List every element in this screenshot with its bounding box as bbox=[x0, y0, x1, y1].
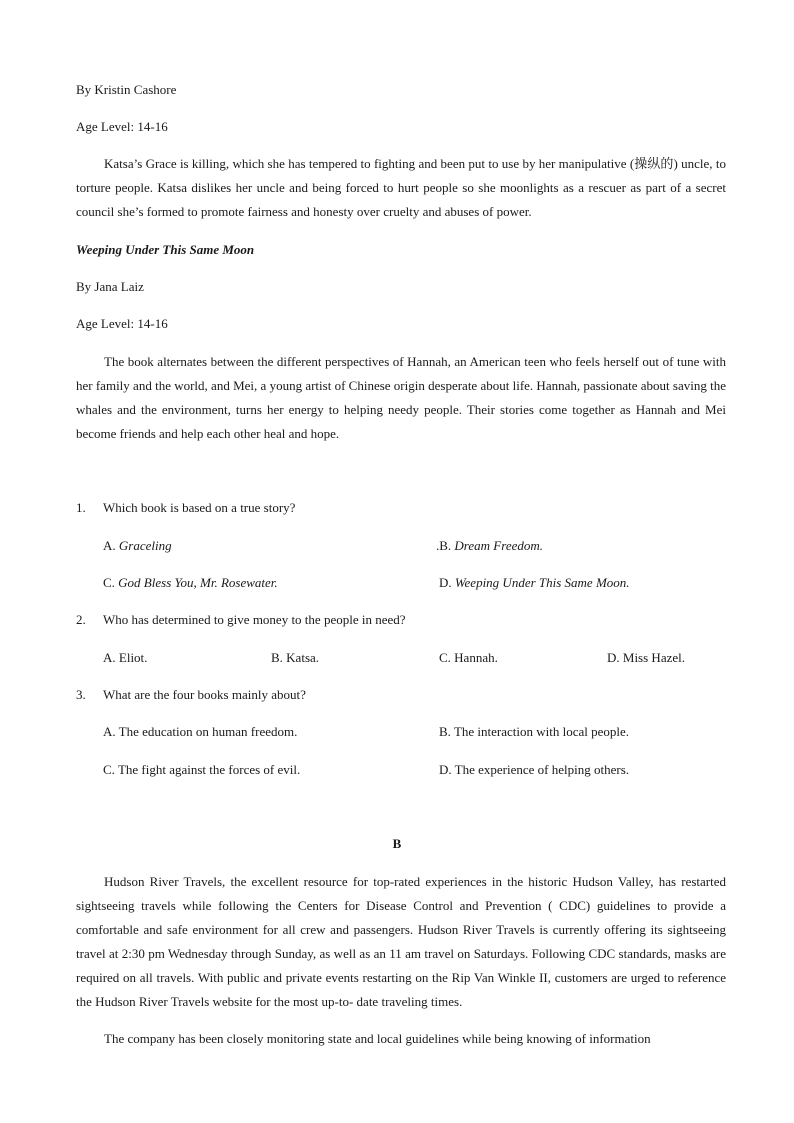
q2-option-b[interactable] bbox=[271, 650, 319, 666]
option-letter: .B. bbox=[436, 538, 455, 553]
q1-option-d[interactable] bbox=[439, 575, 630, 591]
option-letter: C. bbox=[439, 650, 455, 665]
q2-option-d[interactable] bbox=[607, 650, 685, 666]
question-text: Which book is based on a true story? bbox=[103, 500, 296, 515]
option-text: The interaction with local people. bbox=[453, 724, 630, 739]
option-letter: D. bbox=[607, 650, 623, 665]
q1-option-b[interactable] bbox=[436, 538, 543, 554]
question-1 bbox=[76, 500, 295, 516]
q3-option-d[interactable] bbox=[439, 762, 629, 778]
question-number: 3. bbox=[76, 687, 86, 702]
section-b-paragraph-2: The company has been closely monitoring state and local guidelines while being knowing of information bbox=[104, 1031, 651, 1046]
book1-author: By Kristin Cashore bbox=[76, 82, 177, 97]
option-letter: A. bbox=[103, 724, 119, 739]
q1-option-c[interactable] bbox=[103, 575, 278, 591]
book2-description: The book alternates between the different perspectives of Hannah, an American teen who feels herself out of tune with her family and the world, and Mei, a young artist of Chinese origin desperate about life. Hannah, passionate about saving the whales and the environment, turns her energy to helping needy people. Their stories come together as Hannah and Mei become friends and help each other heal and hope. bbox=[76, 354, 726, 441]
q3-option-a[interactable] bbox=[103, 724, 297, 740]
option-text: The education on human freedom. bbox=[118, 724, 298, 739]
section-b-heading: B bbox=[392, 836, 402, 851]
option-letter: B. bbox=[439, 724, 454, 739]
q2-option-c[interactable] bbox=[439, 650, 498, 666]
option-text: Graceling bbox=[118, 538, 172, 553]
option-text: The experience of helping others. bbox=[454, 762, 630, 777]
option-text: Eliot. bbox=[118, 650, 148, 665]
question-number: 1. bbox=[76, 500, 86, 515]
option-text: Weeping Under This Same Moon. bbox=[454, 575, 630, 590]
question-text: Who has determined to give money to the people in need? bbox=[103, 612, 406, 627]
book2-author: By Jana Laiz bbox=[76, 279, 144, 294]
book2-title: Weeping Under This Same Moon bbox=[76, 242, 255, 257]
question-2 bbox=[76, 612, 406, 628]
question-3 bbox=[76, 687, 306, 703]
option-text: God Bless You, Mr. Rosewater. bbox=[118, 575, 278, 590]
q3-option-c[interactable] bbox=[103, 762, 300, 778]
option-text: The fight against the forces of evil. bbox=[117, 762, 301, 777]
option-text: Hannah. bbox=[454, 650, 498, 665]
option-letter: D. bbox=[439, 575, 455, 590]
option-letter: C. bbox=[103, 575, 119, 590]
option-letter: A. bbox=[103, 650, 119, 665]
question-text: What are the four books mainly about? bbox=[103, 687, 306, 702]
book1-age-level: Age Level: 14-16 bbox=[76, 119, 168, 134]
section-b-paragraph-1: Hudson River Travels, the excellent resource for top-rated experiences in the historic Hudson Valley, has restarted sightseeing travels while following the Centers for Disease Control and Prevention ( CDC) guidelines to provide a comfortable and safe environment for all crew and passengers. Hudson River Travels is currently offering its sightseeing travel at 2:30 pm Wednesday through Sunday, as well as an 11 am travel on Saturdays. Following CDC standards, masks are required on all travels. With public and private events restarting on the Rip Van Winkle II, customers are urged to reference the Hudson River Travels website for the most up-to- date traveling times. bbox=[76, 874, 726, 1009]
option-letter: B. bbox=[271, 650, 287, 665]
option-letter: C. bbox=[103, 762, 118, 777]
q2-option-a[interactable] bbox=[103, 650, 147, 666]
option-text: Dream Freedom. bbox=[454, 538, 543, 553]
option-text: Katsa. bbox=[286, 650, 320, 665]
book1-description: Katsa’s Grace is killing, which she has tempered to fighting and been put to use by her manipulative (操纵的) uncle, to torture people. Katsa dislikes her uncle and being forced to hurt people so she moonlights as a rescuer as part of a secret council she’s formed to promote fairness and honesty over cruelty and abuses of power. bbox=[76, 156, 726, 219]
option-letter: D. bbox=[439, 762, 455, 777]
q3-option-b[interactable] bbox=[439, 724, 629, 740]
question-number: 2. bbox=[76, 612, 86, 627]
q1-option-a[interactable] bbox=[103, 538, 172, 554]
book2-age-level: Age Level: 14-16 bbox=[76, 316, 168, 331]
option-text: Miss Hazel. bbox=[622, 650, 685, 665]
option-letter: A. bbox=[103, 538, 119, 553]
